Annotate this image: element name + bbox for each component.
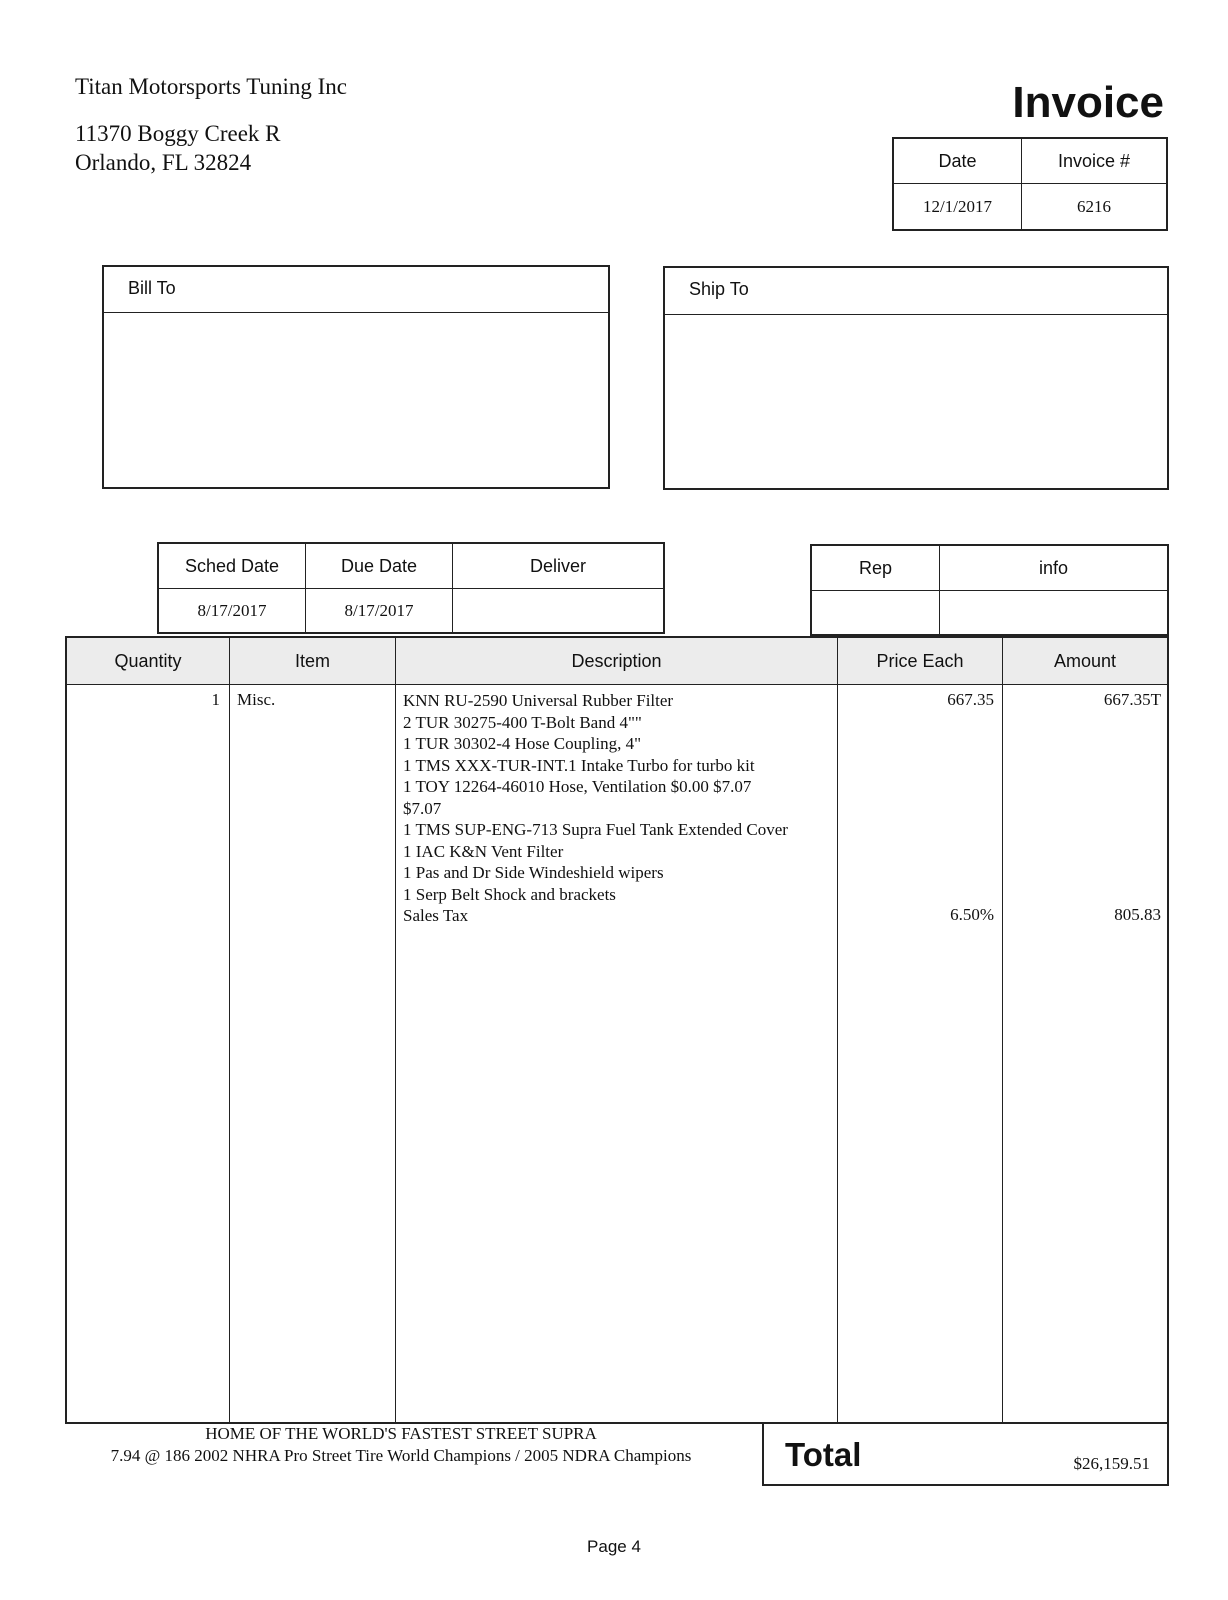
due-date-value: 8/17/2017 bbox=[344, 600, 414, 620]
description-header: Description bbox=[571, 650, 662, 671]
row-1-price: 667.35 bbox=[947, 690, 994, 709]
rep-header: Rep bbox=[858, 557, 893, 578]
description-line: 1 TUR 30302-4 Hose Coupling, 4" bbox=[403, 734, 642, 753]
description-line: 1 Serp Belt Shock and brackets bbox=[403, 884, 616, 904]
document-title: Invoice bbox=[1012, 78, 1164, 127]
description-line: 1 TOY 12264-46010 Hose, Ventilation $0.00 $7.07 bbox=[403, 777, 752, 796]
description-line: 1 TMS XXX-TUR-INT.1 Intake Turbo for turbo kit bbox=[403, 755, 755, 775]
description-line: $7.07 bbox=[403, 798, 442, 818]
footer-champions: 7.94 @ 186 2002 NHRA Pro Street Tire World Champions / 2005 NDRA Champions bbox=[110, 1446, 692, 1465]
row-1-description bbox=[403, 690, 833, 905]
description-line: KNN RU-2590 Universal Rubber Filter bbox=[403, 691, 674, 710]
description-line: 1 Pas and Dr Side Windeshield wipers bbox=[403, 863, 664, 882]
info-value bbox=[940, 591, 1167, 634]
description-line: 2 TUR 30275-400 T-Bolt Band 4"" bbox=[403, 712, 642, 732]
page-number: Page 4 bbox=[587, 1537, 641, 1556]
ship-to-label: Ship To bbox=[689, 279, 749, 299]
line-items-table bbox=[65, 636, 1169, 1424]
invoice-date: 12/1/2017 bbox=[923, 196, 992, 216]
bill-to-box bbox=[102, 265, 610, 489]
description-line: Sales Tax bbox=[403, 906, 469, 925]
deliver-header: Deliver bbox=[529, 555, 586, 576]
total-value: $26,159.51 bbox=[1073, 1454, 1150, 1473]
total-label: Total bbox=[785, 1436, 862, 1473]
company-name: Titan Motorsports Tuning Inc bbox=[75, 74, 348, 99]
rep-value bbox=[812, 591, 939, 634]
description-line: 1 IAC K&N Vent Filter bbox=[403, 841, 564, 861]
row-1-amount: 667.35T bbox=[1103, 690, 1161, 709]
row-2-description bbox=[403, 905, 833, 927]
invoice-info-box bbox=[892, 137, 1168, 231]
deliver-value bbox=[453, 589, 663, 632]
info-header: info bbox=[1038, 557, 1069, 578]
quantity-header: Quantity bbox=[114, 650, 182, 671]
row-1-quantity: 1 bbox=[211, 690, 220, 709]
sched-date-header: Sched Date bbox=[184, 555, 280, 576]
company-street: 11370 Boggy Creek R bbox=[75, 121, 281, 146]
row-2-price: 6.50% bbox=[950, 905, 994, 924]
invoice-number: 6216 bbox=[1077, 196, 1111, 216]
bill-to-label: Bill To bbox=[128, 278, 176, 298]
sched-date-value: 8/17/2017 bbox=[197, 600, 267, 620]
schedule-box bbox=[157, 542, 665, 634]
row-1-item: Misc. bbox=[237, 690, 276, 709]
amount-header: Amount bbox=[1053, 650, 1117, 671]
due-date-header: Due Date bbox=[340, 555, 418, 576]
date-header: Date bbox=[938, 150, 977, 171]
company-city: Orlando, FL 32824 bbox=[75, 150, 252, 175]
price-each-header: Price Each bbox=[876, 650, 964, 671]
rep-info-box bbox=[810, 544, 1169, 636]
ship-to-box bbox=[663, 266, 1169, 490]
row-2-amount: 805.83 bbox=[1114, 905, 1161, 924]
item-header: Item bbox=[294, 650, 330, 671]
invoice-number-header: Invoice # bbox=[1057, 150, 1131, 171]
description-line: 1 TMS SUP-ENG-713 Supra Fuel Tank Extended Cover bbox=[403, 820, 788, 839]
footer-tagline: HOME OF THE WORLD'S FASTEST STREET SUPRA bbox=[205, 1424, 597, 1443]
